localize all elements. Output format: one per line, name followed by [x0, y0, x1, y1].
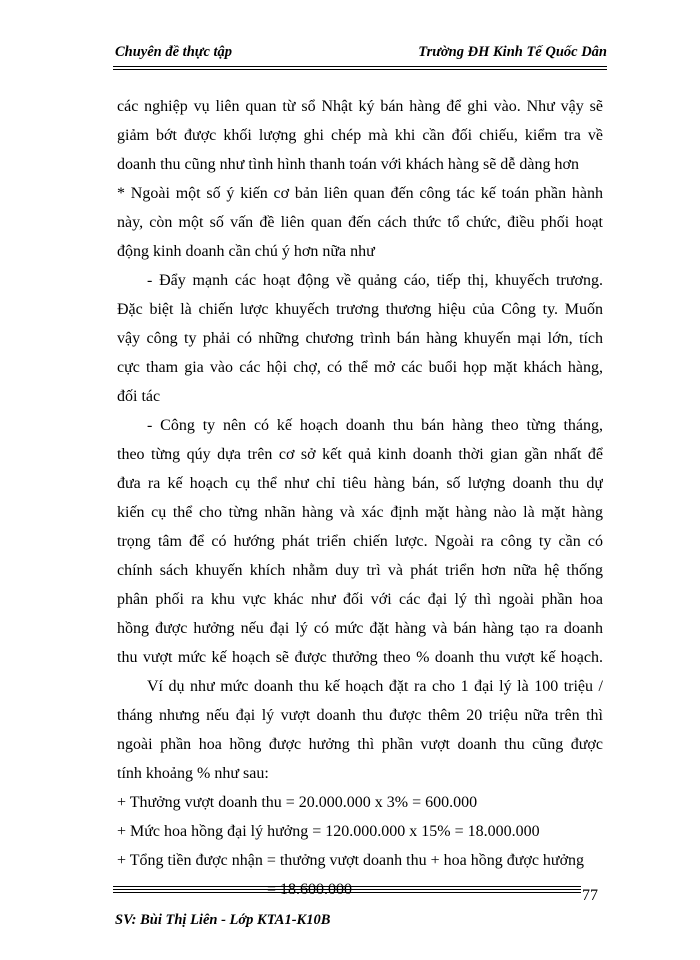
text-line: này, còn một số vấn đề liên quan đến cách thức tổ chức, điều phối hoạt [117, 214, 603, 231]
text-line: - Công ty nên có kế hoạch doanh thu bán hàng theo từng tháng, [147, 417, 603, 434]
text-line: = 18.600.000 [267, 881, 353, 898]
footer-rule-bottom [113, 892, 581, 893]
text-line: vậy công ty phải có những chương trình bán hàng khuyến mại lớn, tích [117, 330, 603, 347]
text-line: hồng được hưởng nếu đại lý có mức đặt hàng và bán hàng tạo ra doanh [117, 620, 603, 637]
footer-rule-thick [113, 889, 581, 890]
text-line: Đặc biệt là chiến lược khuyếch trương thương hiệu của Công ty. Muốn [117, 301, 603, 318]
text-line: + Tổng tiền được nhận = thưởng vượt doanh thu + hoa hồng được hưởng [117, 852, 585, 869]
text-line: ngoài phần hoa hồng được hưởng thì phần vượt doanh thu cũng được [117, 736, 603, 753]
header-left-title: Chuyên đề thực tập [115, 44, 233, 60]
text-line: thu vượt mức kế hoạch sẽ được thưởng theo % doanh thu vượt kế hoạch. [117, 649, 603, 666]
header-rule [113, 66, 607, 67]
footer-rule [113, 886, 581, 887]
footer-author: SV: Bùi Thị Liên - Lớp KTA1-K10B [115, 912, 331, 928]
text-line: trọng tâm để có hướng phát triển chiến lược. Ngoài ra công ty cần có [117, 533, 603, 550]
page-number: 77 [582, 887, 598, 904]
text-line: kiến cụ thể cho từng nhãn hàng và xác định mặt hàng nào là mặt hàng [117, 504, 603, 521]
text-line: chính sách khuyến khích nhằm duy trì và phát triển hơn nữa hệ thống [117, 562, 603, 579]
text-line: phân phối ra khu vực khác như đối với các đại lý thì ngoài phần hoa [117, 591, 603, 608]
text-line: + Mức hoa hồng đại lý hưởng = 120.000.000 x 15% = 18.000.000 [117, 823, 540, 840]
text-line: tính khoảng % như sau: [117, 765, 269, 782]
text-line: động kinh doanh cần chú ý hơn nữa như [117, 243, 375, 260]
header-right-title: Trường ĐH Kinh Tế Quốc Dân [418, 44, 607, 60]
text-line: + Thưởng vượt doanh thu = 20.000.000 x 3% = 600.000 [117, 794, 478, 811]
text-line: đưa ra kế hoạch cụ thể như chỉ tiêu hàng bán, số lượng doanh thu dự [117, 475, 603, 492]
text-line: - Đẩy mạnh các hoạt động về quảng cáo, tiếp thị, khuyếch trương. [147, 272, 603, 289]
page-header [113, 44, 607, 64]
header-rule-secondary [113, 69, 607, 70]
text-line: tháng nhưng nếu đại lý vượt doanh thu được thêm 20 triệu nữa trên thì [117, 707, 603, 724]
text-line: theo từng qúy dựa trên cơ sở kết quả kinh doanh thời gian gần nhất để [117, 446, 603, 463]
text-line: cực tham gia vào các hội chợ, có thể mở các buổi họp mặt khách hàng, [117, 359, 603, 376]
text-line: doanh thu cũng như tình hình thanh toán với khách hàng sẽ dễ dàng hơn [117, 156, 579, 173]
text-line: Ví dụ như mức doanh thu kế hoạch đặt ra cho 1 đại lý là 100 triệu / [147, 678, 603, 695]
text-line: đối tác [117, 388, 161, 405]
text-line: * Ngoài một số ý kiến cơ bản liên quan đến công tác kế toán phần hành [117, 185, 603, 202]
body-text [117, 92, 603, 904]
text-line: các nghiệp vụ liên quan từ sổ Nhật ký bán hàng để ghi vào. Như vậy sẽ [117, 98, 603, 115]
text-line: giảm bớt được khối lượng ghi chép mà khi cần đối chiếu, kiểm tra về [117, 127, 603, 144]
